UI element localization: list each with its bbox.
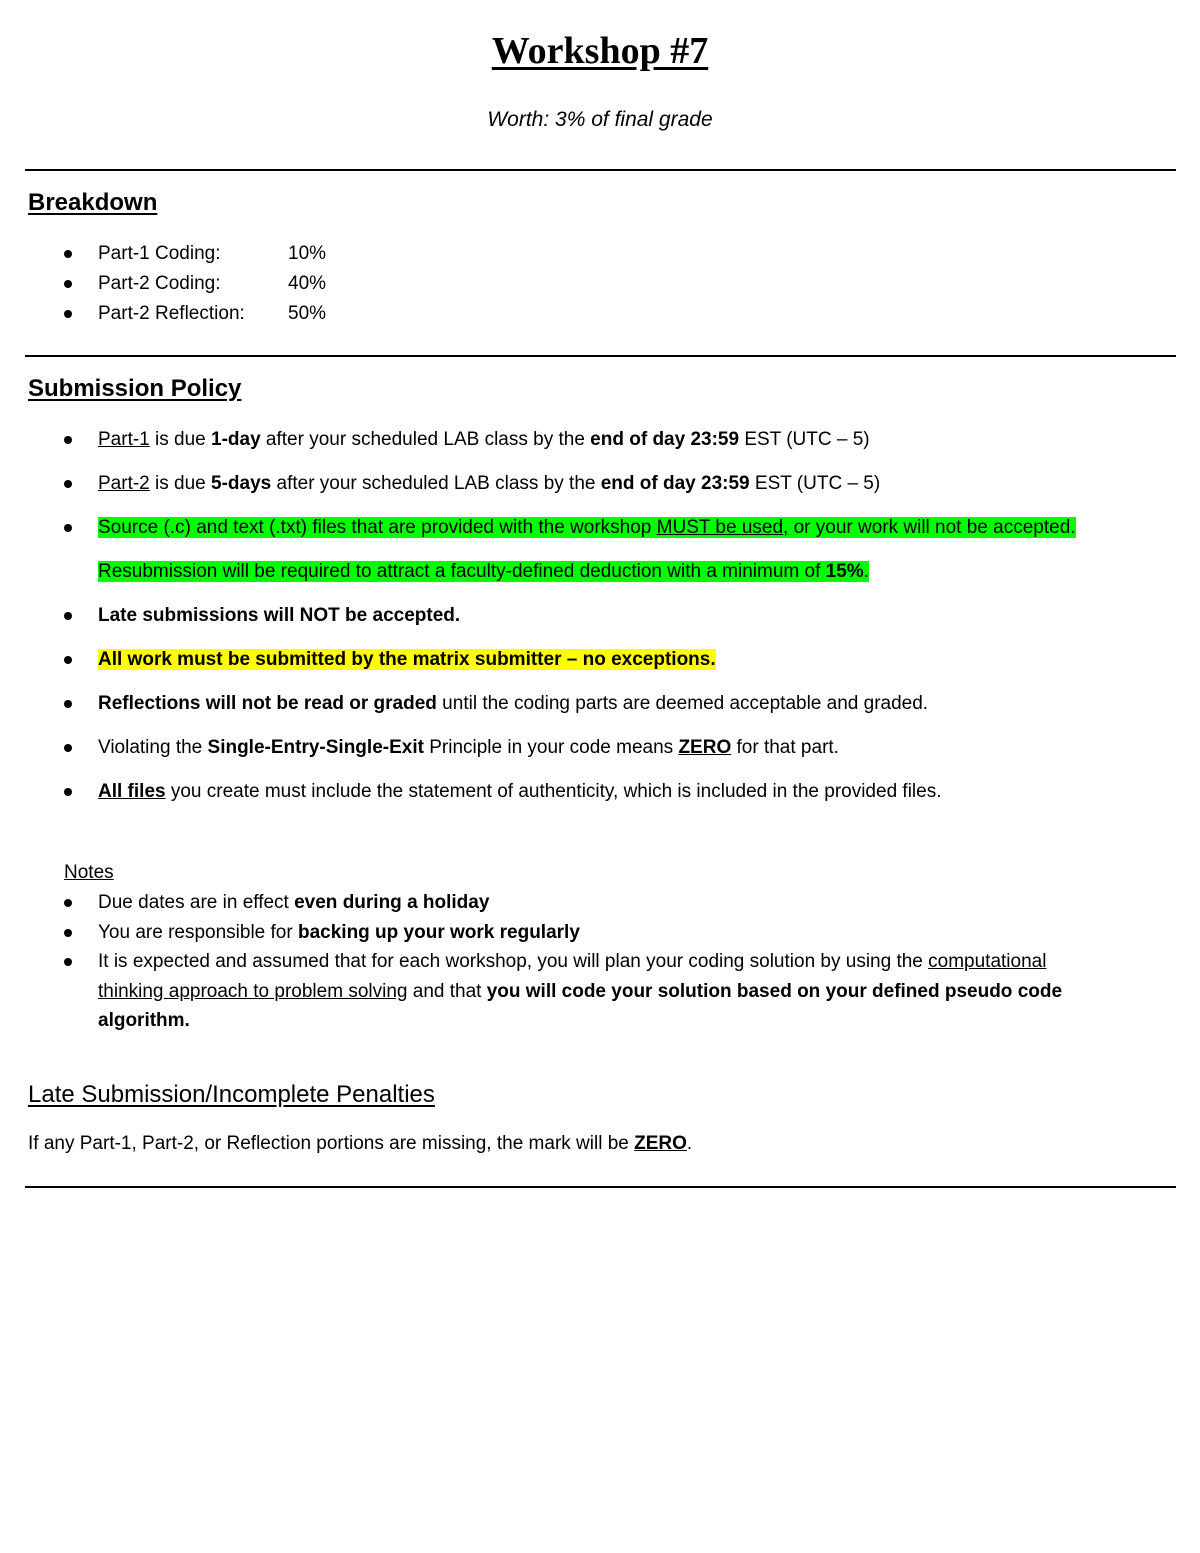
list-item (0, 299, 326, 329)
breakdown-value: 40% (288, 273, 327, 294)
bold-text: backing up your work regularly (297, 921, 580, 943)
part-label: Part-2 (98, 473, 150, 494)
text: Violating the (98, 737, 208, 758)
list-item (0, 269, 326, 299)
deadline-value: end of day 23:59 (600, 473, 750, 494)
text: you create must include the statement of authenticity, which is included in the provided files. (165, 781, 942, 802)
submission-policy-heading (28, 374, 241, 404)
bold-text: Reflections will not be read or graded (98, 693, 437, 714)
list-item (0, 602, 1128, 630)
text: is due (149, 429, 212, 450)
bullet-icon (64, 929, 72, 937)
deduction-value: 15% (825, 561, 864, 582)
text: Source (.c) and text (.txt) files that are provided with the workshop (98, 517, 657, 538)
green-highlight (98, 517, 1076, 582)
list-item (0, 239, 326, 269)
breakdown-value: 10% (288, 243, 327, 264)
penalties-heading-text: Late Submission/Incomplete Penalties (28, 1081, 435, 1108)
text: Principle in your code means (423, 737, 679, 758)
breakdown-label: Part-2 Reflection: (98, 303, 245, 324)
breakdown-heading-text: Breakdown (28, 189, 158, 216)
divider (25, 1186, 1176, 1188)
text: . (686, 1133, 693, 1154)
submission-policy-list (0, 426, 1128, 822)
text: after your scheduled LAB class by the (271, 473, 601, 494)
text: If any Part-1, Part-2, or Reflection portions are missing, the mark will be (28, 1133, 635, 1154)
list-item (0, 947, 1108, 1036)
bullet-icon (64, 656, 72, 664)
breakdown-value: 50% (288, 303, 327, 324)
bullet-icon (64, 958, 72, 966)
text: EST (UTC – 5) (739, 429, 870, 450)
bullet-icon (64, 436, 72, 444)
list-item (0, 888, 1108, 918)
zero-text: ZERO (634, 1133, 687, 1154)
underlined-text: computational thinking approach to problem solving (98, 951, 1047, 1002)
notes-label: Notes (64, 862, 114, 883)
text: You are responsible for (98, 921, 298, 943)
bullet-icon (64, 899, 72, 907)
list-item (0, 690, 1128, 718)
text: for that part. (731, 737, 839, 758)
text: and that (407, 980, 487, 1002)
text: or your work will not be accepted. Resubmission will be required to attract a faculty-defined deduction with a minimum of (98, 517, 1076, 582)
bullet-icon (64, 788, 72, 796)
deadline-value: end of day 23:59 (590, 429, 740, 450)
bullet-icon (64, 310, 72, 318)
must-text: MUST be used, (656, 517, 789, 538)
list-item (0, 646, 1128, 674)
list-item (0, 918, 1108, 948)
list-item (0, 734, 1128, 762)
text: EST (UTC – 5) (749, 473, 881, 494)
bullet-icon (64, 480, 72, 488)
text: Due dates are in effect (98, 892, 295, 913)
bullet-icon (64, 744, 72, 752)
list-item (0, 506, 1128, 594)
bullet-icon (64, 280, 72, 288)
breakdown-heading (28, 188, 157, 218)
submission-policy-heading-text: Submission Policy (28, 375, 242, 402)
page-subtitle: Worth: 3% of final grade (487, 108, 713, 131)
bold-text: you will code your solution based on your defined pseudo code algorithm. (98, 980, 1063, 1031)
list-item (0, 426, 1128, 454)
zero-text: ZERO (678, 737, 732, 758)
bullet-icon (64, 612, 72, 620)
penalties-text (28, 1130, 692, 1158)
page-title (0, 28, 1200, 74)
bullet-icon (64, 524, 72, 532)
breakdown-label: Part-1 Coding: (98, 243, 221, 264)
page-title-text: Workshop #7 (491, 30, 709, 72)
text: Late submissions will NOT be accepted. (98, 605, 461, 626)
text: after your scheduled LAB class by the (260, 429, 591, 450)
list-item (0, 470, 1128, 498)
text: It is expected and assumed that for each workshop, you will plan your coding solution by using the (98, 951, 929, 972)
bold-text: Single-Entry-Single-Exit (207, 737, 424, 758)
bold-text: even during a holiday (294, 892, 490, 913)
divider (25, 169, 1176, 171)
yellow-highlight: All work must be submitted by the matrix submitter – no exceptions. (98, 649, 716, 670)
due-value: 1-day (211, 429, 261, 450)
bold-text: All files (98, 781, 166, 802)
divider (25, 355, 1176, 357)
text: until the coding parts are deemed acceptable and graded. (436, 693, 929, 714)
penalties-heading (28, 1080, 435, 1110)
text: is due (149, 473, 212, 494)
breakdown-list (0, 239, 326, 329)
notes-list (0, 888, 1108, 1036)
list-item (0, 778, 1128, 806)
text: . (863, 561, 869, 582)
part-label: Part-1 (98, 429, 150, 450)
breakdown-label: Part-2 Coding: (98, 273, 221, 294)
bullet-icon (64, 250, 72, 258)
due-value: 5-days (211, 473, 272, 494)
bullet-icon (64, 700, 72, 708)
